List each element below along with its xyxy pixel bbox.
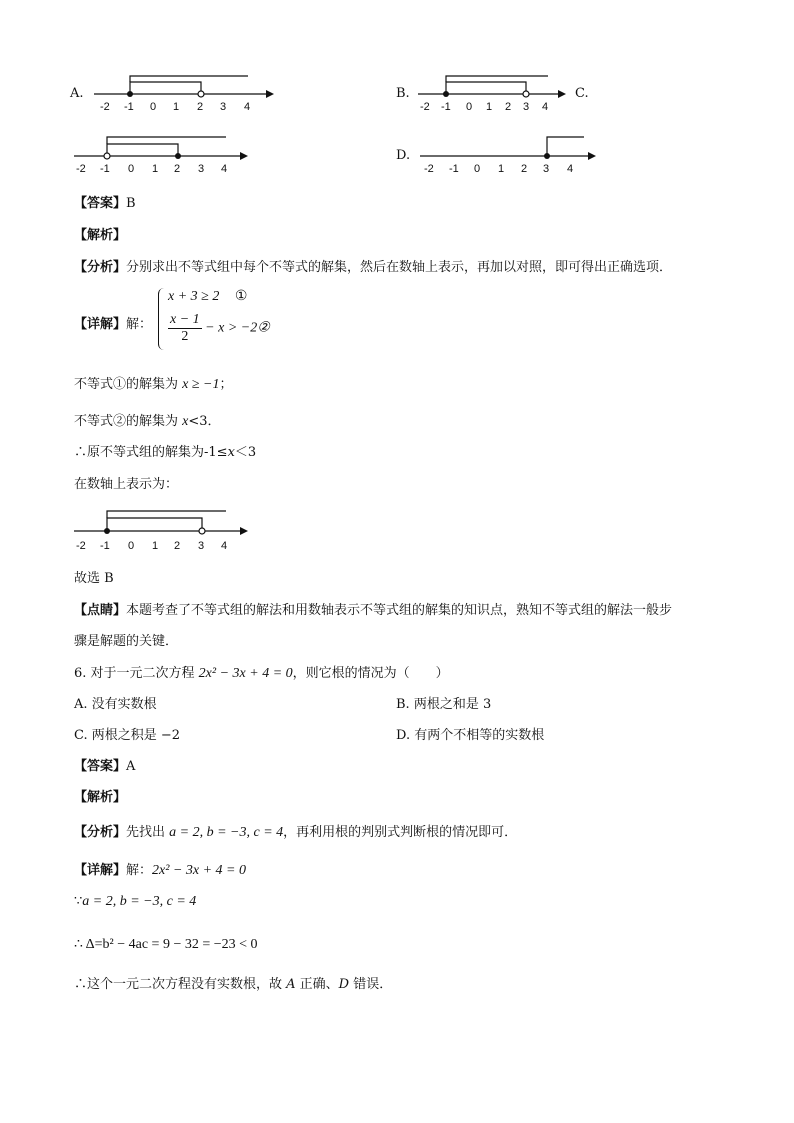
tick-label: -2 [424, 163, 434, 175]
text: ，再利用根的判别式判断根的情况即可． [283, 825, 518, 840]
tick-label: -2 [76, 540, 86, 552]
tick-label: 1 [498, 163, 505, 175]
number-line-option-a [90, 68, 280, 114]
detail-intro: 解： [126, 317, 153, 332]
tick-label: 2 [505, 101, 512, 113]
q6-because-line [74, 894, 196, 910]
text: 不等式①的解集为 [74, 377, 183, 392]
system-brace [158, 288, 167, 350]
math-var: A [286, 977, 296, 992]
detail-tag: 【详解】 [74, 863, 127, 878]
axis-arrow [588, 152, 596, 160]
math: 2x² − 3x + 4 = 0 [152, 863, 246, 878]
text: ，则它根的情况为（ ） [292, 666, 449, 681]
inequality-2 [168, 312, 270, 345]
range-bracket [130, 82, 201, 94]
text: 正确、 [295, 977, 339, 992]
tick-label: -1 [100, 163, 110, 175]
tick-label: -2 [76, 163, 86, 175]
tick-label: 2 [174, 540, 181, 552]
solid-point [175, 153, 181, 159]
range-bracket-upper [446, 76, 548, 82]
inequality-2-rest: − x > −2② [205, 320, 270, 336]
q6-stem [74, 662, 449, 682]
solid-point [544, 153, 550, 159]
q5-solution-1 [74, 373, 233, 393]
q6-detail-line [74, 859, 246, 879]
tick-label: 3 [198, 163, 205, 175]
solid-point [127, 91, 133, 97]
q5-solution-3 [74, 441, 256, 460]
tick-label: 4 [221, 540, 228, 552]
range-bracket-upper [130, 76, 248, 82]
answer-value: B [126, 196, 136, 211]
open-point [523, 91, 529, 97]
q5-analysis-tag: 【解析】 [74, 228, 127, 243]
tick-label: 1 [173, 101, 180, 113]
fenxi-text: 分别求出不等式组中每个不等式的解集，然后在数轴上表示，再加以对照，即可得出正确选项． [126, 260, 673, 275]
text: 解： [126, 863, 153, 878]
text: 6. 对于一元二次方程 [74, 666, 199, 681]
number-line-option-c [70, 130, 260, 176]
tick-label: -1 [100, 540, 110, 552]
tick-label: -2 [420, 101, 430, 113]
tick-label: -1 [449, 163, 459, 175]
tick-label: -2 [100, 101, 110, 113]
axis-arrow [240, 152, 248, 160]
tick-label: 4 [244, 101, 251, 113]
dianjing-tag: 【点睛】 [74, 603, 127, 618]
q6-fenxi-line [74, 821, 517, 841]
q5-detail-line [74, 313, 152, 332]
dianjing-text: 本题考查了不等式组的解法和用数轴表示不等式组的解集的知识点，熟知不等式组的解法一般步 [126, 603, 673, 618]
math-var: D [338, 977, 350, 992]
fenxi-tag: 【分析】 [74, 260, 127, 275]
text: ＜3 [234, 445, 257, 460]
tick-label: 0 [474, 163, 481, 175]
tick-label: 3 [523, 101, 530, 113]
tick-label: 0 [128, 540, 135, 552]
fraction-denominator: 2 [181, 329, 189, 344]
q6-conclusion [74, 973, 392, 992]
text: ； [219, 377, 233, 392]
option-a-label: A. [70, 86, 84, 101]
tick-label: 2 [174, 163, 181, 175]
tick-label: 4 [221, 163, 228, 175]
range-bracket [107, 518, 202, 531]
axis-arrow [558, 90, 566, 98]
range-bracket-upper [107, 511, 226, 518]
range-bracket [107, 144, 178, 156]
tick-label: 3 [543, 163, 550, 175]
q5-dianjing-line-1 [74, 599, 672, 618]
range-bracket-upper [107, 137, 226, 144]
tick-label: -1 [124, 101, 134, 113]
q6-delta-line: ∴ Δ=b² − 4ac = 9 − 32 = −23 < 0 [74, 937, 258, 952]
range-bracket [446, 82, 526, 94]
inequality-1 [168, 288, 247, 305]
text: 不等式②的解集为 [74, 414, 183, 429]
open-point [199, 528, 205, 534]
text: ∴这个一元二次方程没有实数根，故 [74, 977, 287, 992]
answer-value: A [126, 759, 136, 774]
tick-label: 3 [220, 101, 227, 113]
solid-point [104, 528, 110, 534]
because-symbol: ∵ [74, 894, 83, 909]
option-d-label: D. [396, 148, 411, 163]
math: x [182, 414, 189, 429]
tick-label: 1 [486, 101, 493, 113]
answer-tag: 【答案】 [74, 759, 127, 774]
q6-option-a[interactable]: A. 没有实数根 [74, 697, 157, 712]
tick-label: 0 [150, 101, 157, 113]
tick-label: -1 [441, 101, 451, 113]
detail-tag: 【详解】 [74, 317, 127, 332]
tick-label: 2 [521, 163, 528, 175]
open-point [104, 153, 110, 159]
math: x ≥ −1 [182, 377, 220, 392]
axis-arrow [240, 527, 248, 535]
tick-label: 3 [198, 540, 205, 552]
q6-option-d[interactable]: D. 有两个不相等的实数根 [396, 728, 545, 743]
q6-answer-line [74, 755, 135, 774]
math: a = 2, b = −3, c = 4 [169, 825, 284, 840]
tick-label: 1 [152, 540, 159, 552]
tick-label: 4 [542, 101, 549, 113]
tick-label: 2 [197, 101, 204, 113]
inequality-1-mark: ① [234, 289, 248, 304]
q5-solution-4: 在数轴上表示为： [74, 477, 179, 492]
q6-analysis-tag: 【解析】 [74, 790, 127, 805]
open-point [198, 91, 204, 97]
number-line-option-d [414, 130, 604, 176]
solid-point [443, 91, 449, 97]
tick-label: 0 [128, 163, 135, 175]
axis-arrow [266, 90, 274, 98]
text: <3． [188, 414, 221, 429]
q6-option-b[interactable]: B. 两根之和是 3 [396, 697, 492, 712]
q5-fenxi-line [74, 256, 672, 275]
math: 2x² − 3x + 4 = 0 [198, 666, 293, 681]
text: 错误． [349, 977, 393, 992]
text: 先找出 [126, 825, 170, 840]
option-c-label: C. [575, 86, 589, 101]
fenxi-tag: 【分析】 [74, 825, 127, 840]
option-b-label: B. [396, 86, 410, 101]
tick-label: 1 [152, 163, 159, 175]
math-var: x [227, 445, 235, 460]
fraction [168, 312, 202, 345]
tick-label: 4 [567, 163, 574, 175]
tick-label: 0 [466, 101, 473, 113]
q5-solution-2 [74, 410, 221, 430]
q5-choose: 故选 B [74, 571, 114, 586]
math: a = 2, b = −3, c = 4 [82, 894, 197, 909]
inequality-1-expr: x + 3 ≥ 2 [168, 289, 220, 304]
fraction-numerator: x − 1 [170, 312, 200, 327]
q5-dianjing-line-2: 骤是解题的关键． [74, 634, 179, 649]
q5-answer-line [74, 192, 136, 211]
text: ∴原不等式组的解集为-1≤ [74, 445, 228, 460]
answer-tag: 【答案】 [74, 196, 127, 211]
number-line-solution [70, 504, 260, 554]
number-line-option-b [414, 68, 574, 114]
range-bracket [547, 137, 584, 156]
q6-option-c[interactable]: C. 两根之积是 −2 [74, 728, 181, 743]
